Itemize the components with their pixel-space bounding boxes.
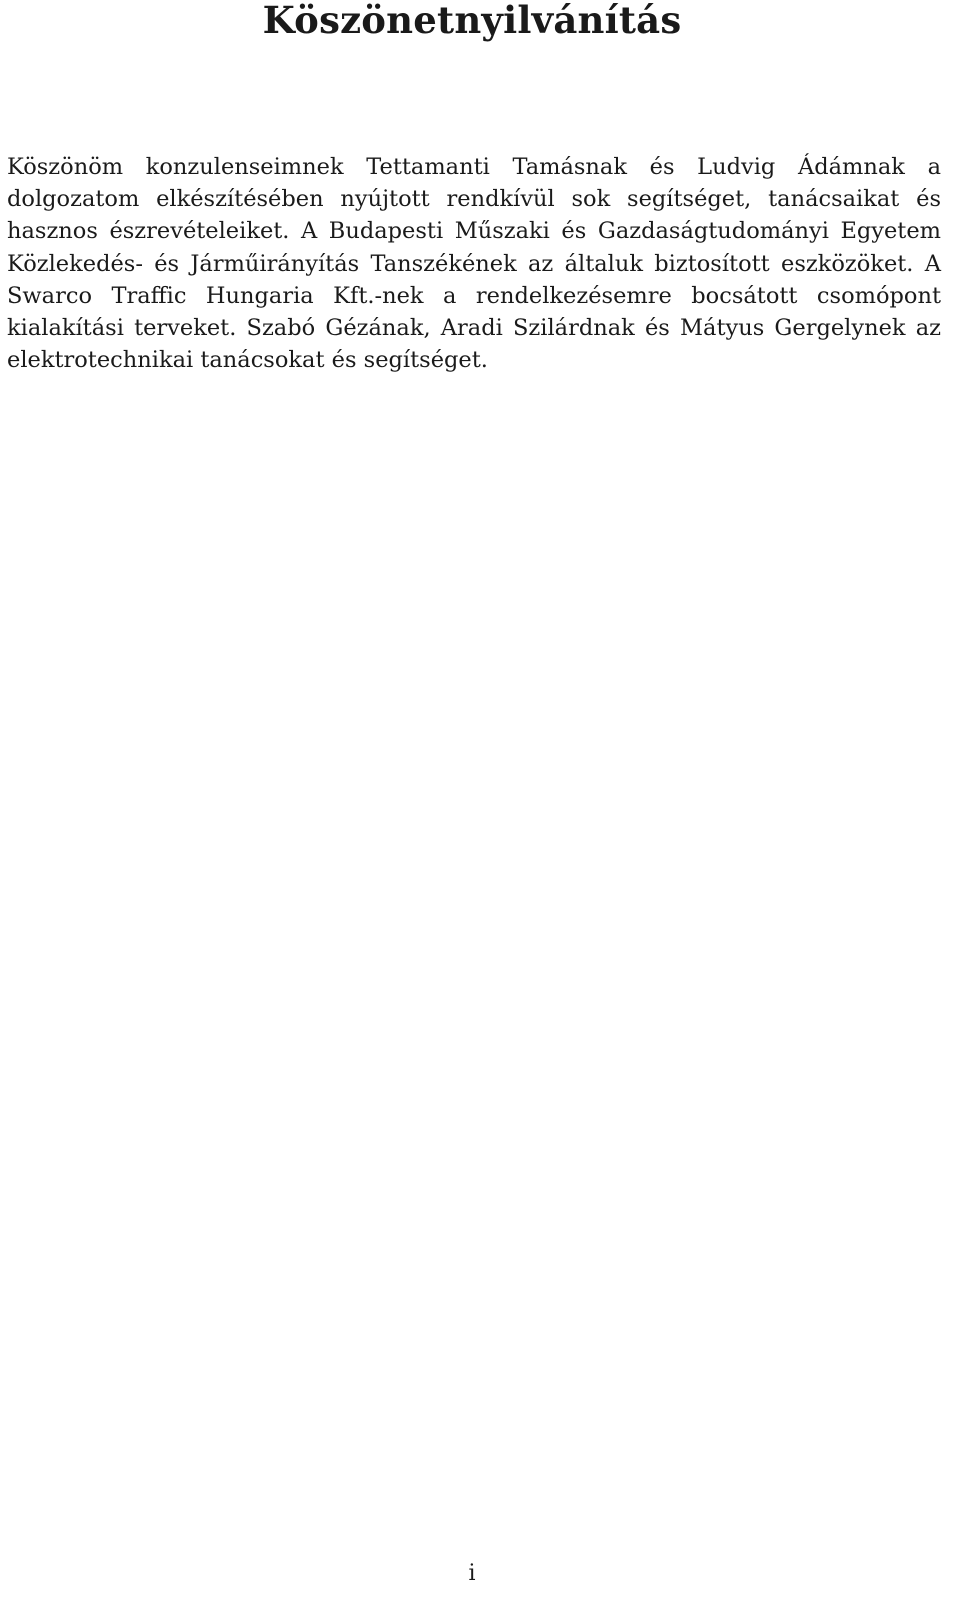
page-title: Köszönetnyilvánítás	[262, 0, 682, 42]
acknowledgement-paragraph: Köszönöm konzulenseimnek Tettamanti Tamásnak és Ludvig Ádámnak a dolgozatom elkészítésében nyújtott rendkívül sok segítséget, tanácsaikat és hasznos észrevételeiket. A Budapesti Műszaki és Gazdaságtudományi Egyetem Közlekedés- és Járműirányítás Tanszékének az általuk biztosított eszközöket. A Swarco Traffic Hungaria Kft.-nek a rendelkezésemre bocsátott csomópont kialakítási terveket. Szabó Gézának, Aradi Szilárdnak és Mátyus Gergelynek az elektrotechnikai tanácsokat és segítséget.	[7, 154, 941, 374]
page-number: i	[468, 1561, 476, 1586]
